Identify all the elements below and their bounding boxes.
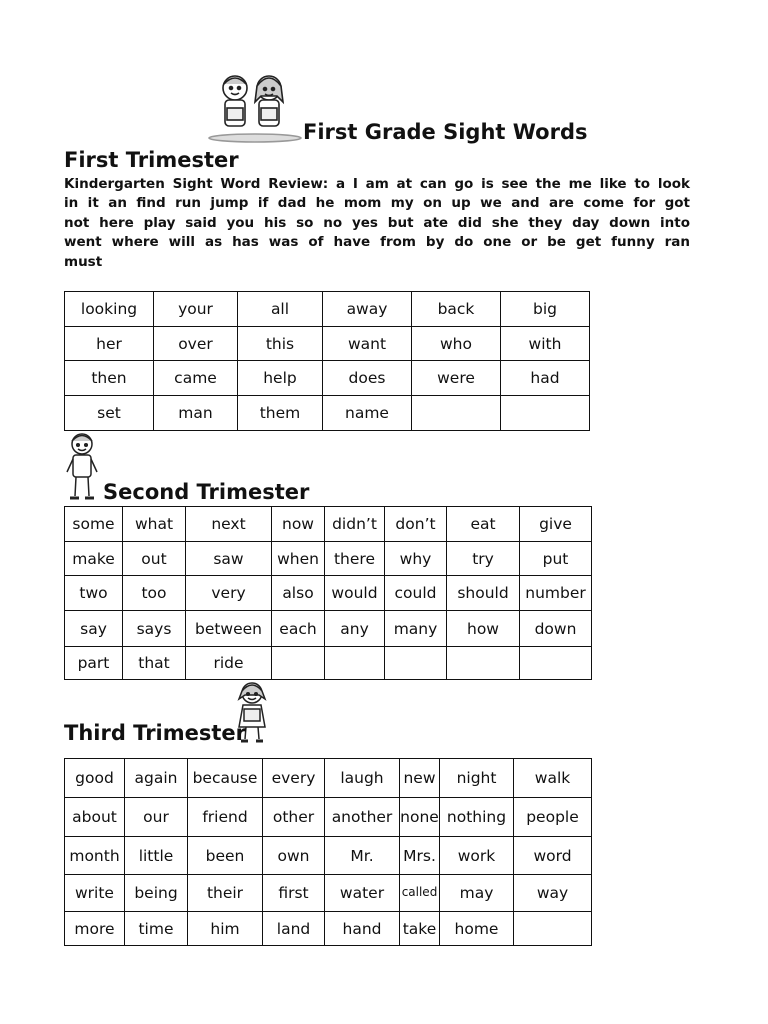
word-cell: two xyxy=(65,576,123,611)
word-cell: put xyxy=(520,542,592,576)
word-cell: home xyxy=(440,912,514,946)
first-trimester-table xyxy=(64,291,590,431)
word-cell: looking xyxy=(65,292,154,327)
word-cell: set xyxy=(65,396,154,431)
word-cell: laugh xyxy=(325,759,400,798)
word-cell: work xyxy=(440,837,514,875)
word-cell: friend xyxy=(188,798,263,837)
word-cell: try xyxy=(447,542,520,576)
word-cell: man xyxy=(154,396,238,431)
word-cell: why xyxy=(385,542,447,576)
word-cell: down xyxy=(520,611,592,647)
word-cell: don’t xyxy=(385,507,447,542)
word-cell: does xyxy=(323,361,412,396)
first-trimester-heading: First Trimester xyxy=(64,148,239,172)
word-cell: take xyxy=(400,912,440,946)
word-cell: good xyxy=(65,759,125,798)
word-cell: none xyxy=(400,798,440,837)
word-cell: every xyxy=(263,759,325,798)
word-cell: next xyxy=(186,507,272,542)
word-cell: when xyxy=(272,542,325,576)
word-cell: want xyxy=(323,327,412,361)
word-cell: didn’t xyxy=(325,507,385,542)
word-cell: would xyxy=(325,576,385,611)
word-cell: saw xyxy=(186,542,272,576)
table-row xyxy=(65,611,592,647)
third-trimester-table xyxy=(64,758,592,946)
word-cell: had xyxy=(501,361,590,396)
word-cell xyxy=(385,647,447,680)
word-cell: eat xyxy=(447,507,520,542)
word-cell: been xyxy=(188,837,263,875)
word-cell: each xyxy=(272,611,325,647)
table-row xyxy=(65,759,592,798)
word-cell: own xyxy=(263,837,325,875)
word-cell: people xyxy=(514,798,592,837)
kindergarten-review-text: Kindergarten Sight Word Review: a I am at can go is see the me like to look in it an find run jump if dad he mom my on up we and are come for got not here play said you his so no yes but ate did she they day down into went where will as has was of have from by do one or be get funny ran must xyxy=(64,176,690,270)
word-cell: new xyxy=(400,759,440,798)
word-cell: again xyxy=(125,759,188,798)
word-cell: this xyxy=(238,327,323,361)
word-cell: them xyxy=(238,396,323,431)
page-title: First Grade Sight Words xyxy=(303,120,588,144)
word-cell: other xyxy=(263,798,325,837)
word-cell xyxy=(447,647,520,680)
word-cell: that xyxy=(123,647,186,680)
word-cell xyxy=(272,647,325,680)
word-cell: out xyxy=(123,542,186,576)
word-cell xyxy=(501,396,590,431)
word-cell: him xyxy=(188,912,263,946)
word-cell: could xyxy=(385,576,447,611)
word-cell: more xyxy=(65,912,125,946)
word-cell: because xyxy=(188,759,263,798)
word-cell: their xyxy=(188,875,263,912)
word-cell: part xyxy=(65,647,123,680)
table-row xyxy=(65,837,592,875)
word-cell: land xyxy=(263,912,325,946)
word-cell: what xyxy=(123,507,186,542)
word-cell: says xyxy=(123,611,186,647)
word-cell: there xyxy=(325,542,385,576)
word-cell: time xyxy=(125,912,188,946)
word-cell xyxy=(325,647,385,680)
word-cell: water xyxy=(325,875,400,912)
word-cell: too xyxy=(123,576,186,611)
table-row xyxy=(65,576,592,611)
word-cell: now xyxy=(272,507,325,542)
word-cell: little xyxy=(125,837,188,875)
word-cell: how xyxy=(447,611,520,647)
word-cell: hand xyxy=(325,912,400,946)
word-cell: also xyxy=(272,576,325,611)
word-cell: came xyxy=(154,361,238,396)
word-cell: way xyxy=(514,875,592,912)
word-cell: about xyxy=(65,798,125,837)
table-row xyxy=(65,647,592,680)
word-cell: nothing xyxy=(440,798,514,837)
word-cell: between xyxy=(186,611,272,647)
word-cell: should xyxy=(447,576,520,611)
word-cell: with xyxy=(501,327,590,361)
word-cell: ride xyxy=(186,647,272,680)
table-row xyxy=(65,327,590,361)
word-cell: who xyxy=(412,327,501,361)
word-cell: then xyxy=(65,361,154,396)
word-cell: month xyxy=(65,837,125,875)
table-row xyxy=(65,912,592,946)
word-cell: walk xyxy=(514,759,592,798)
table-row xyxy=(65,292,590,327)
word-cell: say xyxy=(65,611,123,647)
word-cell xyxy=(514,912,592,946)
word-cell: were xyxy=(412,361,501,396)
word-cell: her xyxy=(65,327,154,361)
third-trimester-heading: Third Trimester xyxy=(64,721,247,745)
word-cell: Mrs. xyxy=(400,837,440,875)
table-row xyxy=(65,507,592,542)
word-cell: being xyxy=(125,875,188,912)
table-row xyxy=(65,875,592,912)
second-trimester-table xyxy=(64,506,592,680)
word-cell: our xyxy=(125,798,188,837)
word-cell: number xyxy=(520,576,592,611)
word-cell: another xyxy=(325,798,400,837)
word-cell: many xyxy=(385,611,447,647)
word-cell xyxy=(412,396,501,431)
word-cell: help xyxy=(238,361,323,396)
word-cell: name xyxy=(323,396,412,431)
word-cell: away xyxy=(323,292,412,327)
word-cell: your xyxy=(154,292,238,327)
table-row xyxy=(65,542,592,576)
kids-reading-clipart-icon xyxy=(205,72,305,144)
word-cell: word xyxy=(514,837,592,875)
word-cell: some xyxy=(65,507,123,542)
table-row xyxy=(65,361,590,396)
word-cell: over xyxy=(154,327,238,361)
word-cell: first xyxy=(263,875,325,912)
word-cell: big xyxy=(501,292,590,327)
word-cell: called xyxy=(400,875,440,912)
table-row xyxy=(65,396,590,431)
word-cell: make xyxy=(65,542,123,576)
word-cell: night xyxy=(440,759,514,798)
second-trimester-heading: Second Trimester xyxy=(103,480,310,504)
word-cell: may xyxy=(440,875,514,912)
word-cell: give xyxy=(520,507,592,542)
word-cell: all xyxy=(238,292,323,327)
table-row xyxy=(65,798,592,837)
word-cell: Mr. xyxy=(325,837,400,875)
word-cell: back xyxy=(412,292,501,327)
word-cell: very xyxy=(186,576,272,611)
word-cell: any xyxy=(325,611,385,647)
boy-clipart-icon xyxy=(64,432,100,502)
word-cell: write xyxy=(65,875,125,912)
word-cell xyxy=(520,647,592,680)
